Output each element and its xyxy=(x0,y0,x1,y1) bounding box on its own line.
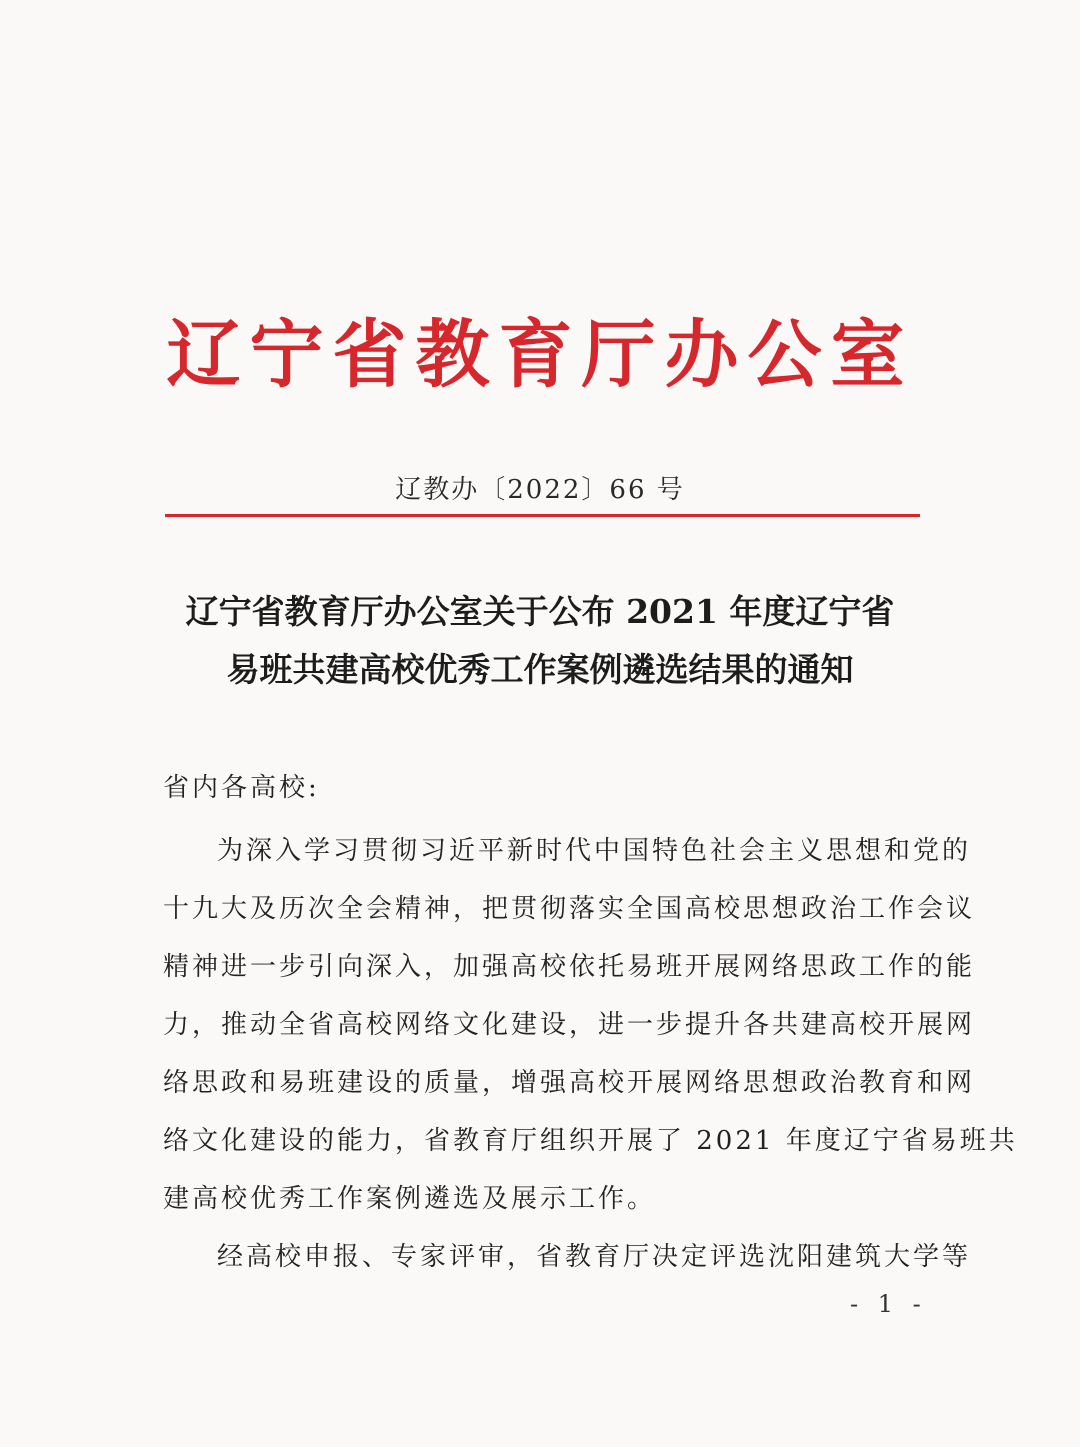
addressee: 省内各高校: xyxy=(163,773,320,803)
document-number: 辽教办〔2022〕66 号 xyxy=(395,475,685,505)
body-line: 精神进一步引向深入，加强高校依托易班开展网络思政工作的能 xyxy=(163,952,976,982)
body-text xyxy=(163,822,1018,1286)
title-line: 辽宁省教育厅办公室关于公布 2021 年度辽宁省 xyxy=(185,592,895,631)
issuer-masthead: 辽宁省教育厅办公室 xyxy=(166,312,914,398)
body-line: 络文化建设的能力，省教育厅组织开展了 2021 年度辽宁省易班共 xyxy=(163,1126,1018,1156)
body-line: 络思政和易班建设的质量，增强高校开展网络思想政治教育和网 xyxy=(163,1068,976,1098)
page-number: - 1 - xyxy=(850,1290,927,1318)
body-line: 十九大及历次全会精神，把贯彻落实全国高校思想政治工作会议 xyxy=(163,894,976,924)
body-line: 经高校申报、专家评审，省教育厅决定评选沈阳建筑大学等 xyxy=(217,1242,972,1272)
red-divider-rule xyxy=(165,514,920,517)
body-line: 为深入学习贯彻习近平新时代中国特色社会主义思想和党的 xyxy=(217,836,972,866)
title-line: 易班共建高校优秀工作案例遴选结果的通知 xyxy=(226,650,854,689)
document-title xyxy=(140,583,940,699)
body-line: 力，推动全省高校网络文化建设，进一步提升各共建高校开展网 xyxy=(163,1010,976,1040)
body-line: 建高校优秀工作案例遴选及展示工作。 xyxy=(163,1184,657,1214)
